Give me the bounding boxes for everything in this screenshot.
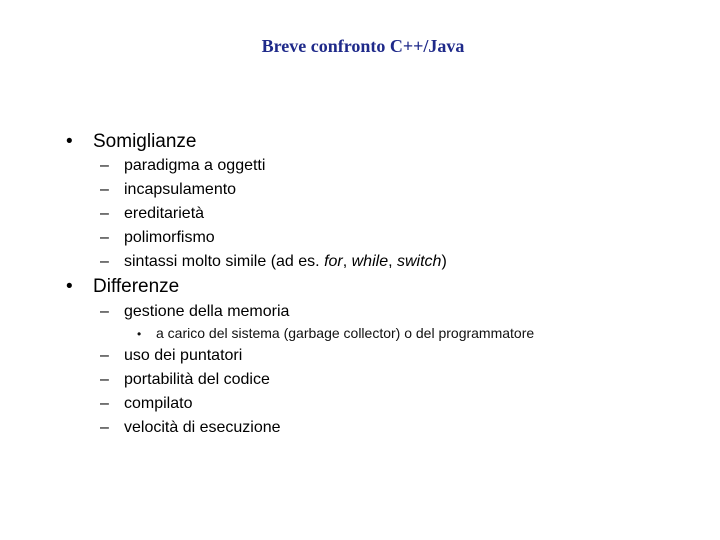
dash-marker: – [100,303,109,320]
item-text: gestione della memoria [124,303,290,320]
dash-marker: – [100,253,109,270]
dash-marker: – [100,157,109,174]
keyword-for: for [324,253,343,270]
separator: , [342,253,352,270]
slide-title: Breve confronto C++/Java [261,36,465,56]
item-text: compilato [124,395,193,412]
separator: , [388,253,397,270]
bullet-somiglianze [66,131,197,153]
list-item [100,228,215,248]
item-text: paradigma a oggetti [124,157,266,174]
bullet-marker: • [66,276,73,297]
list-item [100,180,236,200]
list-item [100,346,242,366]
dash-marker: – [100,419,109,436]
dash-marker: – [100,347,109,364]
section-heading: Differenze [93,276,180,297]
item-text: polimorfismo [124,229,215,246]
dash-marker: – [100,229,109,246]
list-item [100,394,192,414]
item-text: ereditarietà [124,205,205,222]
dash-marker: – [100,181,109,198]
dash-marker: – [100,371,109,388]
list-item [100,156,265,176]
dash-marker: – [100,205,109,222]
sub-item-text: a carico del sistema (garbage collector) o del programmatore [156,325,535,341]
sub-list-item [137,324,534,343]
bullet-marker: • [137,327,142,341]
item-text: incapsulamento [124,181,237,198]
bullet-differenze [66,276,179,298]
item-text-prefix: sintassi molto simile (ad es. [124,253,325,270]
list-item [100,370,270,390]
keyword-while: while [351,253,389,270]
dash-marker: – [100,395,109,412]
list-item [100,204,204,224]
list-item [100,418,281,438]
item-text: uso dei puntatori [124,347,243,364]
item-text: portabilità del codice [124,371,270,388]
item-text: velocità di esecuzione [124,419,281,436]
list-item [100,302,289,322]
item-text-suffix: ) [441,253,447,270]
list-item-syntax [100,252,447,272]
section-heading: Somiglianze [93,131,197,152]
keyword-switch: switch [396,253,442,270]
bullet-marker: • [66,131,73,152]
